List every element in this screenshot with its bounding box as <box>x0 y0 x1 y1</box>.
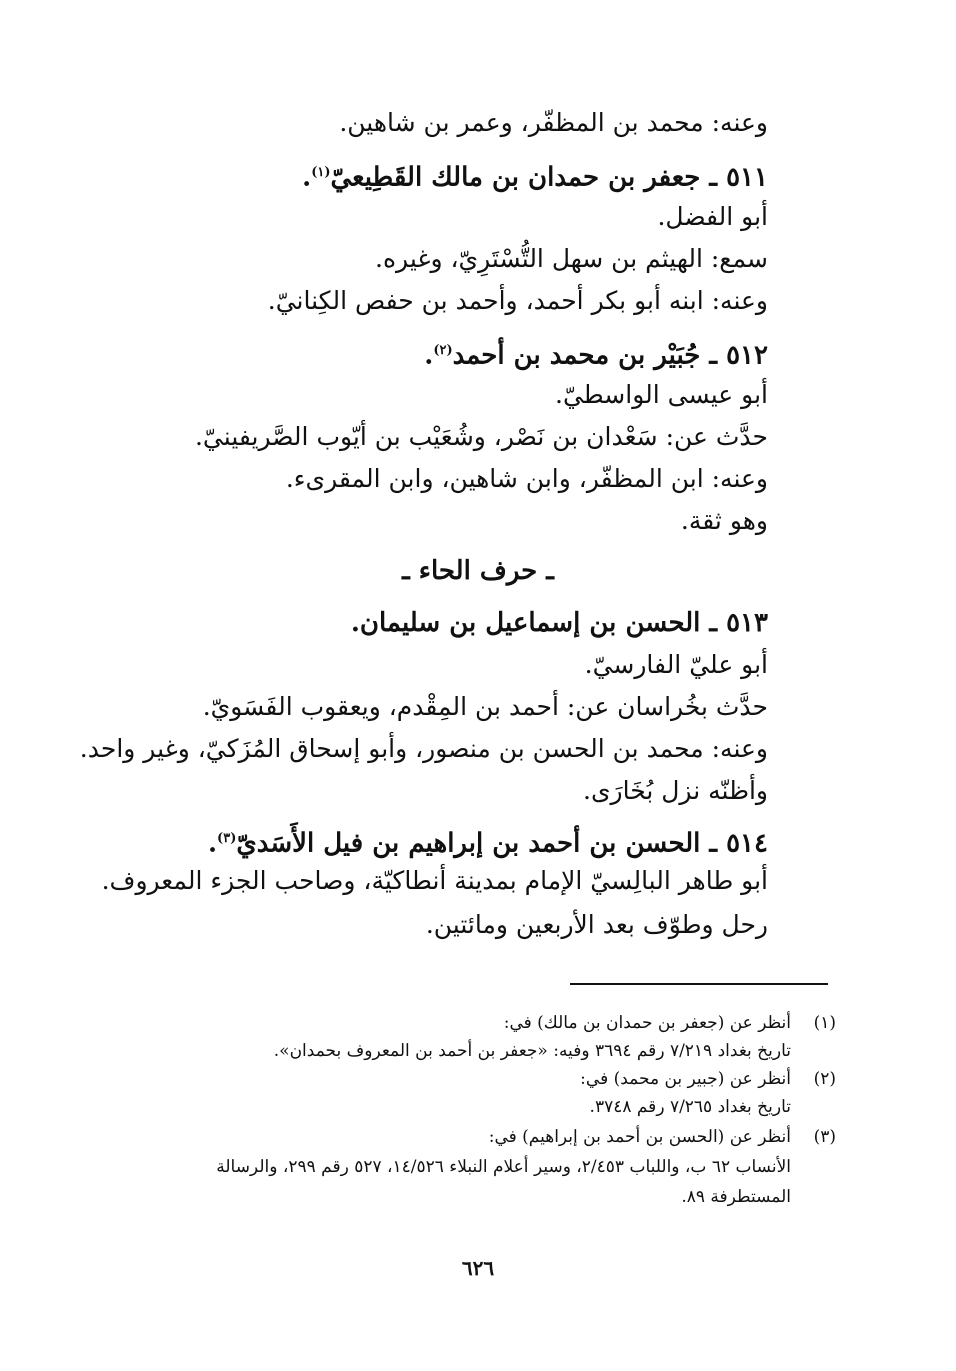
text-line: وأظنّه نزل بُخَارَى. <box>583 776 768 805</box>
entry-heading-513 <box>351 606 768 640</box>
footnote-number: (٢) <box>813 1069 836 1089</box>
text-line: وعنه: ابنه أبو بكر أحمد، وأحمد بن حفص الكِنانيّ. <box>267 286 768 315</box>
footnote-ref[interactable]: (١) <box>311 165 331 180</box>
text-line: أبو عليّ الفارسيّ. <box>584 650 768 679</box>
text-line: رحل وطوّف بعد الأربعين ومائتين. <box>425 910 768 939</box>
footnote-line: أنظر عن (جبير بن محمد) في: <box>580 1069 791 1089</box>
entry-heading-511 <box>302 156 768 195</box>
footnote-line: المستطرفة ٨٩. <box>681 1187 791 1207</box>
entry-heading-514 <box>208 822 768 861</box>
footnote-separator <box>570 983 828 985</box>
page-number: ٦٢٦ <box>461 1256 495 1280</box>
section-title: ـ حرف الحاء ـ <box>402 556 554 586</box>
footnote-line: الأنساب ٦٢ ب، واللباب ٢/٤٥٣، وسير أعلام النبلاء ١٤/٥٢٦، ٥٢٧ رقم ٢٩٩، والرسالة <box>216 1157 791 1177</box>
entry-title: ٥١٢ ـ جُبَيْر بن محمد بن أحمد <box>452 340 768 371</box>
footnote-ref[interactable]: (٣) <box>217 831 237 846</box>
entry-end: . <box>207 828 218 859</box>
text-line: سمع: الهيثم بن سهل التُّسْتَرِيّ، وغيره. <box>375 244 768 273</box>
footnote-line: أنظر عن (الحسن بن أحمد بن إبراهيم) في: <box>488 1127 791 1147</box>
text-line: وهو ثقة. <box>680 506 768 535</box>
footnote-line: تاريخ بغداد ٧/٢٦٥ رقم ٣٧٤٨. <box>589 1097 791 1117</box>
text-line: أبو عيسى الواسطيّ. <box>555 380 768 409</box>
text-line: وعنه: محمد بن المظفّر، وعمر بن شاهين. <box>339 108 768 137</box>
entry-title: ٥١٤ ـ الحسن بن أحمد بن إبراهيم بن فيل الأَسَديّ <box>236 828 768 859</box>
entry-title: ٥١١ ـ جعفر بن حمدان بن مالك القَطِيعيّ <box>330 162 768 193</box>
entry-title: ٥١٣ ـ الحسن بن إسماعيل بن سليمان <box>359 608 768 638</box>
text-line: وعنه: محمد بن الحسن بن منصور، وأبو إسحاق المُزَكيّ، وغير واحد. <box>79 734 768 763</box>
text-line: وعنه: ابن المظفّر، وابن شاهين، وابن المقرىء. <box>285 464 768 493</box>
text-line: أبو طاهر البالِسيّ الإمام بمدينة أنطاكيّة، وصاحب الجزء المعروف. <box>101 866 768 895</box>
entry-end: . <box>424 340 434 371</box>
footnote-ref[interactable]: (٢) <box>433 343 453 358</box>
text-line: حدَّث بخُراسان عن: أحمد بن المِقْدم، ويعقوب الفَسَويّ. <box>202 692 768 721</box>
footnote-number: (٣) <box>813 1127 836 1147</box>
entry-end: . <box>350 608 360 638</box>
text-line: حدَّث عن: سَعْدان بن نَصْر، وشُعَيْب بن أيّوب الصَّريفينيّ. <box>194 422 768 451</box>
footnote-number: (١) <box>813 1013 836 1033</box>
text-line: أبو الفضل. <box>657 202 768 231</box>
entry-end: . <box>302 162 312 193</box>
footnote-line: أنظر عن (جعفر بن حمدان بن مالك) في: <box>503 1013 791 1033</box>
entry-heading-512 <box>424 334 768 373</box>
footnote-line: تاريخ بغداد ٧/٢١٩ رقم ٣٦٩٤ وفيه: «جعفر بن أحمد بن المعروف بحمدان». <box>273 1041 791 1061</box>
